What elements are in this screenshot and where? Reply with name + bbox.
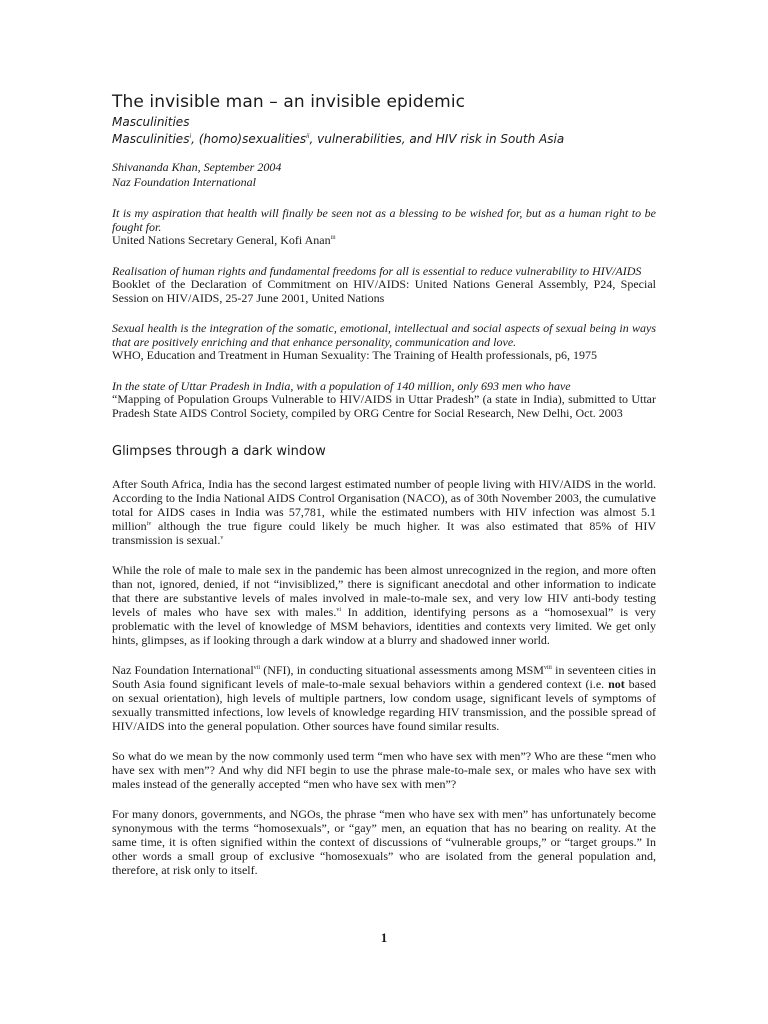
- footnote-ref[interactable]: i: [189, 133, 192, 140]
- footnote-ref[interactable]: vii: [253, 665, 261, 671]
- subtitle-topics: [112, 131, 656, 148]
- section-heading: Glimpses through a dark window: [112, 444, 326, 459]
- document-title: The invisible man – an invisible epidemic: [112, 92, 466, 112]
- footnote-ref[interactable]: ii: [306, 133, 310, 140]
- subtitle-topics-a: Masculinities: [112, 132, 190, 146]
- subtitle-masculinities: Masculinities: [112, 115, 190, 129]
- paragraph: For many donors, governments, and NGOs, the phrase “men who have sex with men” has unfortunately become synonymous with the terms “homosexuals”, or “gay” men, an equation that has no bearing on reality. At the same time, it is often signified within the context of discussions of “vulnerable groups,” or “target groups.” In other words a small group of exclusive “homosexuals” who are isolated from the general population and, therefore, at risk only to itself.: [112, 807, 656, 877]
- subtitle-topics-c: , vulnerabilities, and HIV risk in South Asia: [309, 132, 565, 146]
- paragraph: [112, 663, 656, 733]
- quote-source: WHO, Education and Treatment in Human Sexuality: The Training of Health professionals, p6, 1975: [112, 348, 598, 362]
- emphasis-not: not: [608, 677, 625, 691]
- paragraph: [112, 477, 656, 547]
- organization: Naz Foundation International: [112, 175, 256, 189]
- paragraph-text: in seventeen cities in South Asia found significant levels of male-to-male sexual behaviors within a gendered context (i.e.: [112, 663, 657, 691]
- footnote-ref[interactable]: v: [220, 535, 224, 541]
- quote-text: It is my aspiration that health will finally be seen not as a blessing to be wished for, but as a human right to be fought for.: [112, 206, 656, 234]
- quote-source: “Mapping of Population Groups Vulnerable to HIV/AIDS in Uttar Pradesh” (a state in India), submitted to Uttar Pradesh State AIDS Control Society, compiled by ORG Centre for Social Research, New Delhi, Oct. 2003: [112, 392, 656, 420]
- paragraph-text: In addition, identifying persons as a “homosexual” is very problematic with the level of knowledge of MSM behaviors, identities and contexts very limited. We get only hints, glimpses, as if looking through a dark window at a blurry and shadowed inner world.: [112, 605, 656, 647]
- quote-source-text: United Nations Secretary General, Kofi Anan: [112, 233, 331, 247]
- paragraph-text: Naz Foundation International: [112, 663, 254, 677]
- paragraph: So what do we mean by the now commonly used term “men who have sex with men”? Who are these “men who have sex with men”? And why did NFI begin to use the phrase male-to-male sex, or males who have sex with males instead of the generally accepted “men who have sex with men”?: [112, 749, 656, 791]
- epigraph-quote: [112, 207, 656, 248]
- author: Shivananda Khan, September 2004: [112, 160, 282, 174]
- quote-text: In the state of Uttar Pradesh in India, with a population of 140 million, only 693 men who have: [112, 378, 571, 393]
- paragraph-text: While the role of male to male sex in the pandemic has been almost unrecognized in the region, and more often than not, ignored, denied, if not “invisiblized,” there is significant anecdotal and other information to indicate that there are substantive levels of males involved in male-to-male sex, and very low HIV anti-body testing levels of males who have sex with males.: [112, 563, 656, 619]
- quote-text: Realisation of human rights and fundamental freedoms for all is essential to reduce vulnerability to HIV/AIDS: [112, 263, 642, 278]
- page-number: 1: [380, 930, 388, 945]
- epigraph-quote: [112, 380, 656, 421]
- footnote-ref[interactable]: iii: [330, 235, 336, 241]
- quote-source: Booklet of the Declaration of Commitment on HIV/AIDS: United Nations General Assembly, P24, Special Session on HIV/AIDS, 25-27 June 2001, United Nations: [112, 277, 656, 305]
- footnote-ref[interactable]: vi: [336, 607, 341, 613]
- paragraph-text: (NFI), in conducting situational assessments among MSM: [260, 663, 544, 677]
- footnote-ref[interactable]: viii: [543, 665, 552, 671]
- quote-text: Sexual health is the integration of the somatic, emotional, intellectual and social aspects of sexual being in ways that are positively enriching and that enhance personality, communication and love.: [112, 321, 656, 349]
- paragraph-text: although the true figure could likely be much higher. It was also estimated that 85% of HIV transmission is sexual.: [112, 519, 656, 547]
- quote-source: [112, 234, 656, 248]
- paragraph: [112, 563, 656, 647]
- epigraph-quote: [112, 265, 656, 306]
- byline: [112, 160, 656, 190]
- paragraph-text: based on sexual orientation), high levels of multiple partners, low condom usage, significant levels of symptoms of sexually transmitted infections, low levels of knowledge regarding HIV transmission, and the possible spread of HIV/AIDS into the general population. Other sources have found similar results.: [112, 677, 656, 733]
- footnote-ref[interactable]: iv: [146, 521, 152, 527]
- subtitle-topics-b: , (homo)sexualities: [191, 132, 307, 146]
- paragraph-text: After South Africa, India has the second largest estimated number of people living with HIV/AIDS in the world. According to the India National AIDS Control Organisation (NACO), as of 30th November 2003, the cumulative total for AIDS cases in India was 57,781, while the estimated numbers with HIV infection was almost 5.1 million: [112, 477, 656, 533]
- epigraph-quote: [112, 322, 656, 363]
